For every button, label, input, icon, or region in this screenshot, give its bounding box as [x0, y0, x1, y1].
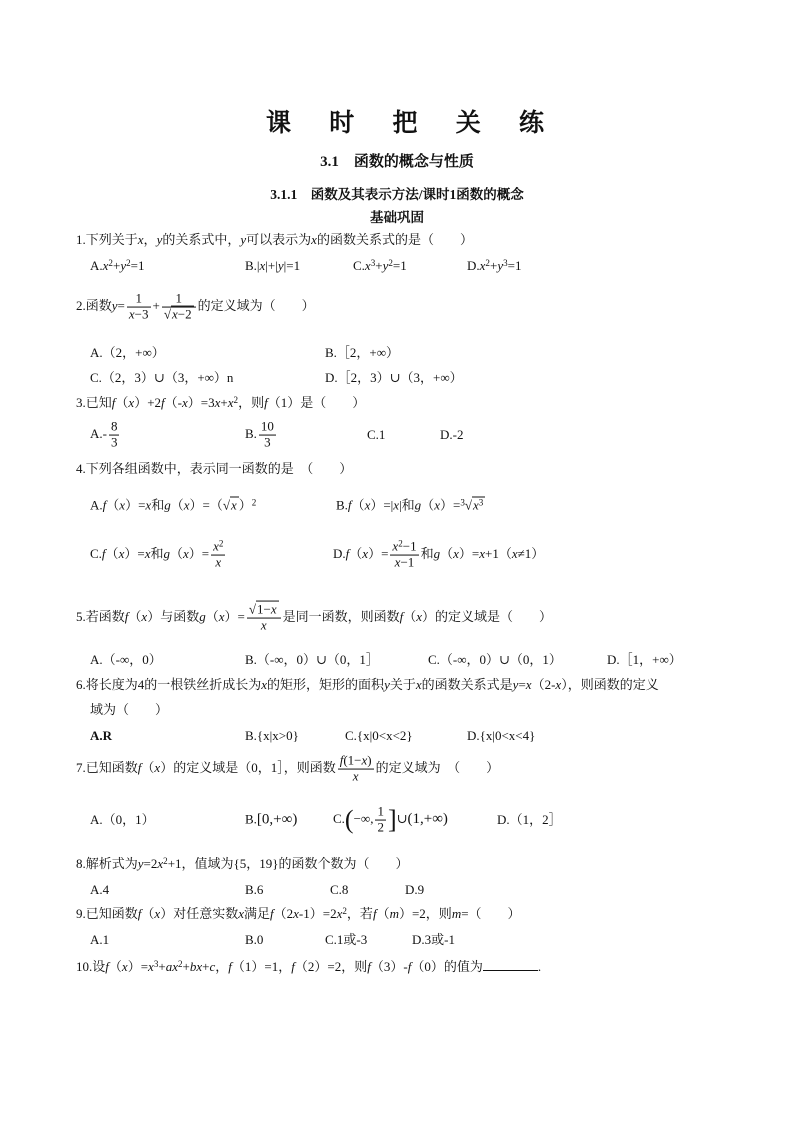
subsection-heading: 3.1.1 函数及其表示方法/课时1函数的概念 [270, 187, 524, 202]
question-5-option-a: A.（-∞，0） [90, 652, 162, 667]
question-1-option-c: $C.x^3+y^2=1$ [353, 257, 407, 273]
question-4-option-b: B.f（x）=|x|和$g(x)=^3√x^3$ [336, 497, 484, 513]
page-title: 课 时 把 关 练 [265, 110, 560, 137]
question-7-option-d: D.（1，2］ [497, 812, 562, 827]
section-heading: 3.1 函数的概念与性质 [320, 154, 474, 170]
question-2-option-d: D.［2，3）∪（3，+∞） [325, 370, 463, 385]
question-4-stem: 4.下列各组函数中，表示同一函数的是 （ ） [76, 461, 353, 476]
question-4-option-d: D.f（x）= $\frac{x^2-1}{x-1}$ 和g（x）=x+1（x≠1） [333, 538, 545, 570]
question-3-stem: 3.已知$f(x)+2f(-x)=3x+x^2$，则f（1）是（ ） [76, 394, 366, 410]
question-8-option-c: C.8 [330, 882, 349, 897]
question-3-option-d: D.-2 [440, 427, 464, 442]
question-5-stem: 5.若函数f（x）与函数g（x）= $\frac{√1-x}{x}$ 是同一函数，则函数f（x）的定义域是（ ） [76, 601, 553, 633]
question-1-option-b: B.|x|+|y|=1 [245, 258, 301, 273]
question-7-option-c: C.(−∞, $\frac{1}{2}$ ]∪(1,+∞) [333, 803, 448, 835]
question-9-option-c: C.1或-3 [325, 932, 368, 947]
question-4-option-c: C.f（x）=x和g（x）= $\frac{x^2}{x}$ [90, 538, 224, 570]
question-8-option-a: A.4 [90, 882, 110, 897]
question-6-stem-cont: 域为（ ） [90, 702, 169, 717]
question-6-option-a: A.R [90, 728, 113, 743]
question-8-stem: 8.解析式为$y=2x^2+1$，值域为{5，19}的函数个数为（ ） [76, 855, 409, 871]
question-10-stem: 10.设$f(x)=x^3+ax^2+bx+c$，f（1）=1，f（2）=2，则f（3）-f（0）的值为 . [76, 958, 542, 974]
question-5-option-d: D.［1，+∞） [607, 652, 682, 667]
answer-blank[interactable] [483, 958, 538, 971]
question-3-option-b: B. $\frac{10}{3}$ [245, 418, 274, 450]
question-7-stem: 7.已知函数f（x）的定义域是（0，1］，则函数 $\frac{f(1-x)}{x}$ 的定义域为 （ ） [76, 752, 500, 784]
question-4-option-a: A.f（x）=x和g（x）=（√x ）$^2$ [90, 497, 257, 513]
question-9-stem: 9.已知函数f（x）对任意实数x满足$f(2x-1)=2x^2$，若f（m）=2，则m=（ ） [76, 905, 521, 921]
question-3-option-a: A.- $\frac{8}{3}$ [90, 418, 118, 450]
question-8-option-d: D.9 [405, 882, 425, 897]
question-2-option-a: A.（2，+∞） [90, 345, 165, 360]
question-5-option-c: C.（-∞，0）∪（0，1） [428, 652, 562, 667]
question-1-option-d: $D.x^2+y^3=1$ [467, 257, 522, 273]
question-3-option-c: C.1 [367, 427, 386, 442]
question-7-option-b: B.[0,+∞) [245, 811, 298, 828]
question-6-option-b: B.{x|x>0} [245, 728, 299, 743]
question-2-stem: 2.函数y= $\frac{1}{x-3}$ + $\frac{1}{√x-2}$ 的定义域为（ ） [76, 290, 315, 322]
question-1-stem: 1.下列关于x，y的关系式中，y可以表示为x的函数关系式的是（ ） [76, 232, 473, 247]
question-2-option-b: B.［2，+∞） [325, 345, 400, 360]
question-7-option-a: A.（0，1） [90, 812, 155, 827]
question-1-option-a: $A.x^2+y^2=1$ [90, 257, 145, 273]
part-heading: 基础巩固 [370, 210, 424, 225]
question-5-option-b: B.（-∞，0）∪（0，1］ [245, 652, 379, 667]
question-8-option-b: B.6 [245, 882, 264, 897]
question-9-option-a: A.1 [90, 932, 110, 947]
question-6-stem: 6.将长度为4的一根铁丝折成长为x的矩形，矩形的面积y关于x的函数关系式是y=x（2-x），则函数的定义 [76, 677, 659, 692]
question-9-option-b: B.0 [245, 932, 264, 947]
question-6-option-c: C.{x|0<x<2} [345, 728, 413, 743]
question-6-option-d: D.{x|0<x<4} [467, 728, 536, 743]
question-9-option-d: D.3或-1 [412, 932, 455, 947]
question-2-option-c: C.（2，3）∪（3，+∞）n [90, 370, 234, 385]
